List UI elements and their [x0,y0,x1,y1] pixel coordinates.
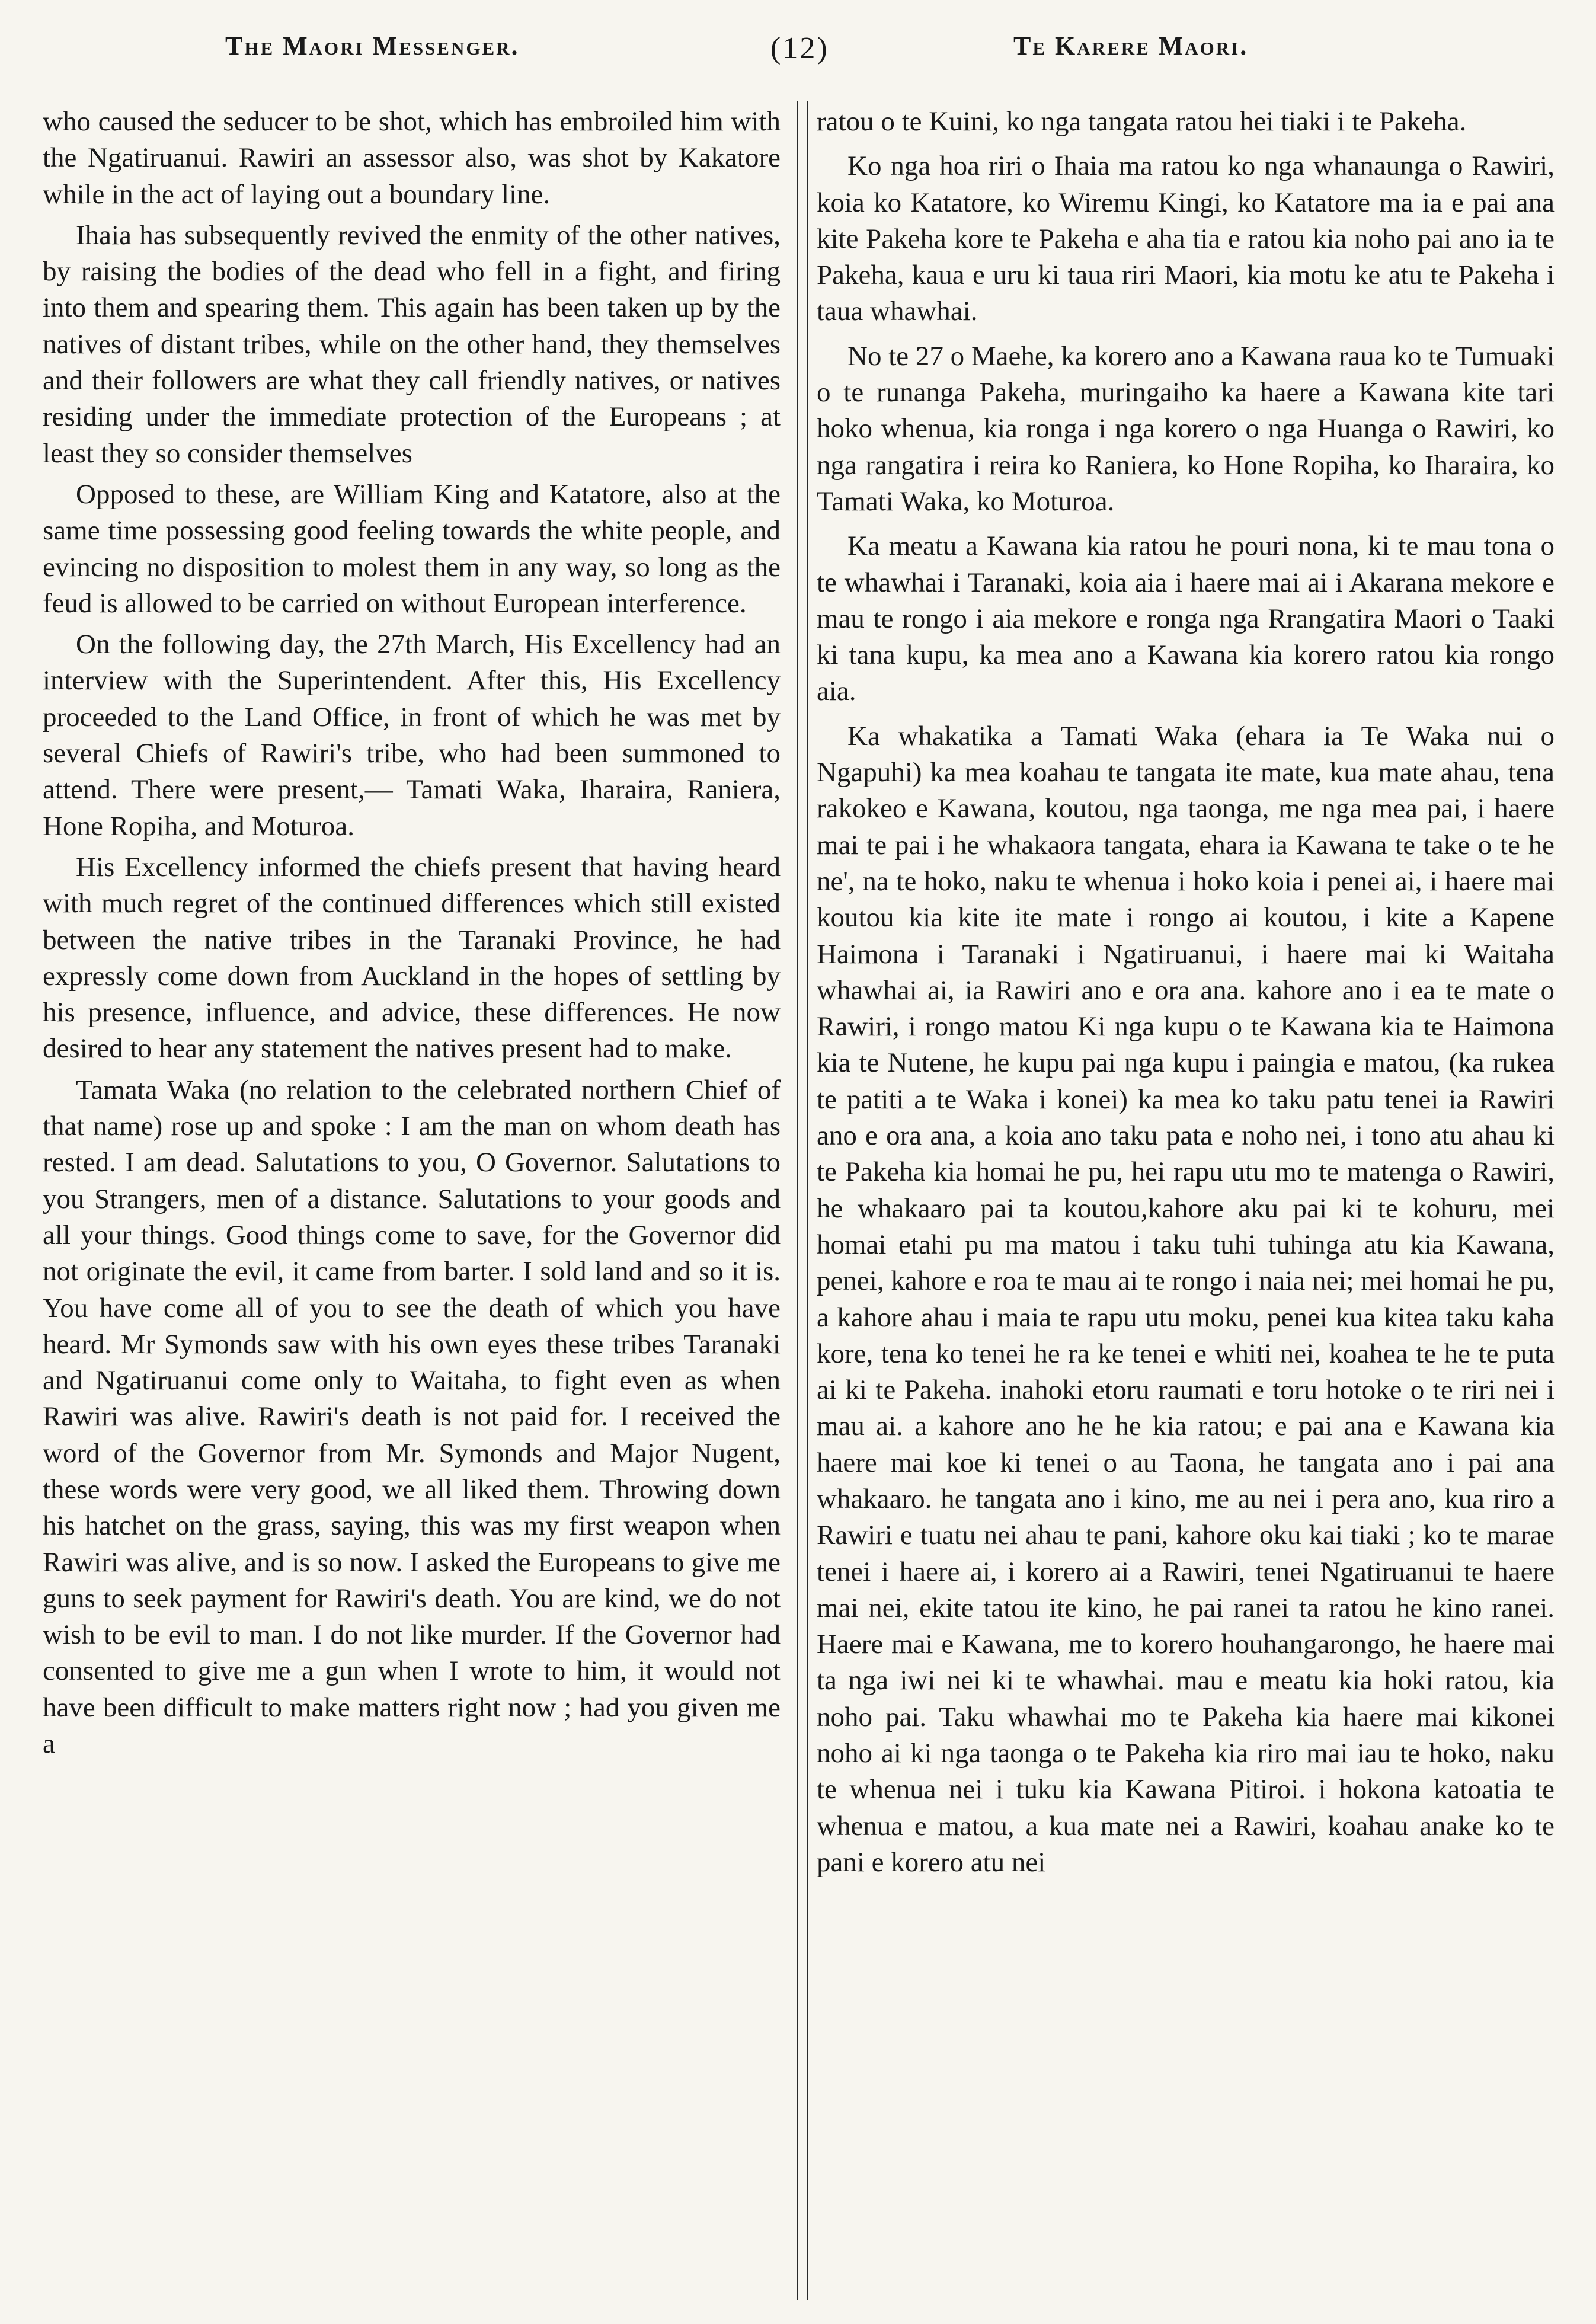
header-title-maori: Te Karere Maori. [1013,31,1249,60]
column-divider [797,101,808,2300]
english-column [43,104,781,2297]
english-paragraph-3: Opposed to these, are William King and Katatore, also at the same time possessing good feeling towards the white people, and evincing no disposition to molest them in any way, so long as the feud is allowed to be carried on without European interference. [43,478,781,619]
maori-paragraph-4: Ka meatu a Kawana kia ratou he pouri nona, ki te mau tona o te whawhai i Taranaki, koia aia i haere mai ai i Akarana mekore e mau te rongo i aia mekore e ronga nga Rrangatira Maori o Taaki ki tana kupu, ka mea ano a Kawana kia korero ratou kia rongo aia. [817,530,1555,707]
header-title-english: The Maori Messenger. [225,31,520,60]
maori-paragraph-2: Ko nga hoa riri o Ihaia ma ratou ko nga whanaunga o Rawiri, koia ko Katatore, ko Wiremu Kingi, ko Katatore ma ia e pai ana kite Pakeha kore te Pakeha e aha tia e ratou kia noho pai ano ia te Pakeha, kaua e uru ki taua riri Maori, kia motu ke atu te Pakeha i taua whawhai. [817,151,1555,327]
maori-column [817,104,1555,2297]
page-number: (12) [770,31,829,65]
english-paragraph-2: Ihaia has subsequently revived the enmity of the other natives, by raising the bodies of the dead who fell in a fight, and firing into them and spearing them. This again has been taken up by the natives of distant tribes, while on the other hand, they themselves and their followers are what they call friendly natives, or natives residing under the immediate protection of the Europeans ; at least they so consider themselves [43,219,781,469]
english-paragraph-4: On the following day, the 27th March, His Excellency had an interview with the Superintendent. After this, His Excellency proceeded to the Land Office, in front of which he was met by several Chiefs of Rawiri's tribe, who had been summoned to attend. There were present,— Tamati Waka, Iharaira, Raniera, Hone Ropiha, and Moturoa. [43,629,781,842]
english-paragraph-6: Tamata Waka (no relation to the celebrated northern Chief of that name) rose up and spoke : I am the man on whom death has rested. I am dead. Salutations to you, O Governor. Salutations to you Strangers, men of a distance. Salutations to your goods and all your things. Good things come to save, for the Governor did not originate the evil, it came from barter. I sold land and so it is. You have come all of you to see the death of which you have heard. Mr Symonds saw with his own eyes these tribes Taranaki and Ngatiruanui come only to Waitaha, to fight even as when Rawiri was alive. Rawiri's death is not paid for. I received the word of the Governor from Mr. Symonds and Major Nugent, these words were very good, we all liked them. Throwing down his hatchet on the grass, saying, this was my first weapon when Rawiri was alive, and is so now. I asked the Europeans to give me guns to seek payment for Rawiri's death. You are kind, we do not wish to be evil to man. I do not like murder. If the Governor had consented to give me a gun when I wrote to him, it would not have been difficult to make matters right now ; had you given me a [43,1074,781,1760]
maori-paragraph-5: Ka whakatika a Tamati Waka (ehara ia Te Waka nui o Ngapuhi) ka mea koahau te tangata ite mate, kua mate ahau, tena rakokeo e Kawana, koutou, nga taonga, me nga mea pai, i haere mai te pai i he whakaora tangata, ehara ia Kawana te take o te he ne', na te hoko, naku te whenua i hoko koia i penei ai, i haere mai koutou kia kite ite mate i rongo ai koutou, i kite a Kapene Haimona i Taranaki i Ngatiruanui, i haere mai ki Waitaha whawhai ai, ia Rawiri ano e ora ana. kahore ano i ea te mate o Rawiri, i rongo matou Ki nga kupu o te Kawana kia te Haimona kia te Nutene, he kupu pai nga kupu i paingia e matou, (ka rukea te patiti a te Waka i konei) ka mea ko taku patu tenei ia Rawiri ano e ora ana, a koia ano taku pata e noho nei, i tono atu ahau ki te Pakeha kia homai he pu, hei rapu utu mo te matenga o Rawiri, he whakaaro pai ta koutou,kahore aku pai ki te kohuru, mei homai etahi pu ma matou i taku tuhi tuhinga atu kia Kawana, penei, kahore e roa te mau ai te rongo i naia nei; mei homai he pu, a kahore ahau i maia te rapu utu moku, penei kua kitea taku kaha kore, tena ko tenei he ra ke tenei e whiti nei, koahea te he te puta ai ki te Pakeha. inahoki etoru raumati e toru hotoke o te riri nei i mau ai. a kahore ano he he kia ratou; e pai ana e Kawana kia haere mai koe ki tenei o au Taona, he tangata ano i pai ana whakaaro. he tangata ano i kino, me au nei i pera ano, kua riro a Rawiri e tuatu nei ahau te pani, kahore oku kai tiaki ; ko te marae tenei i haere ai, i korero ai a Rawiri, tenei Ngatiruanui te haere mai nei, ekite tatou ite kino, he pai ranei ta ratou he kino ranei. Haere mai e Kawana, me to korero houhangarongo, he haere mai ta nga iwi nei ki te whawhai. mau e meatu kia hoki ratou, kia noho pai. Taku whawhai mo te Pakeha kia haere mai kikonei noho ai ki nga taonga o te Pakeha kia riro mai iau te hoko, naku te whenua nei i tuku kia Kawana Pitiroi. i hokona katoatia te whenua e matou, a kua mate nei a Rawiri, koahau anake ko te pani e korero atu nei [817,720,1555,1878]
maori-paragraph-1: ratou o te Kuini, ko nga tangata ratou hei tiaki i te Pakeha. [817,106,1467,137]
english-paragraph-5: His Excellency informed the chiefs present that having heard with much regret of the continued differences which still existed between the native tribes in the Taranaki Province, he had expressly come down from Auckland in the hopes of settling by his presence, influence, and advice, these differences. He now desired to hear any statement the natives present had to make. [43,851,781,1064]
page-header [41,31,1555,72]
maori-paragraph-3: No te 27 o Maehe, ka korero ano a Kawana raua ko te Tumuaki o te runanga Pakeha, muringaiho ka haere a Kawana kite tari hoko whenua, kia ronga i nga korero o nga Huanga o Rawiri, ko nga rangatira i reira ko Raniera, ko Hone Ropiha, ko Iharaira, ko Tamati Waka, ko Moturoa. [817,340,1555,517]
english-paragraph-1: who caused the seducer to be shot, which has embroiled him with the Ngatiruanui. Rawiri an assessor also, was shot by Kakatore while in the act of laying out a boundary line. [43,106,781,210]
